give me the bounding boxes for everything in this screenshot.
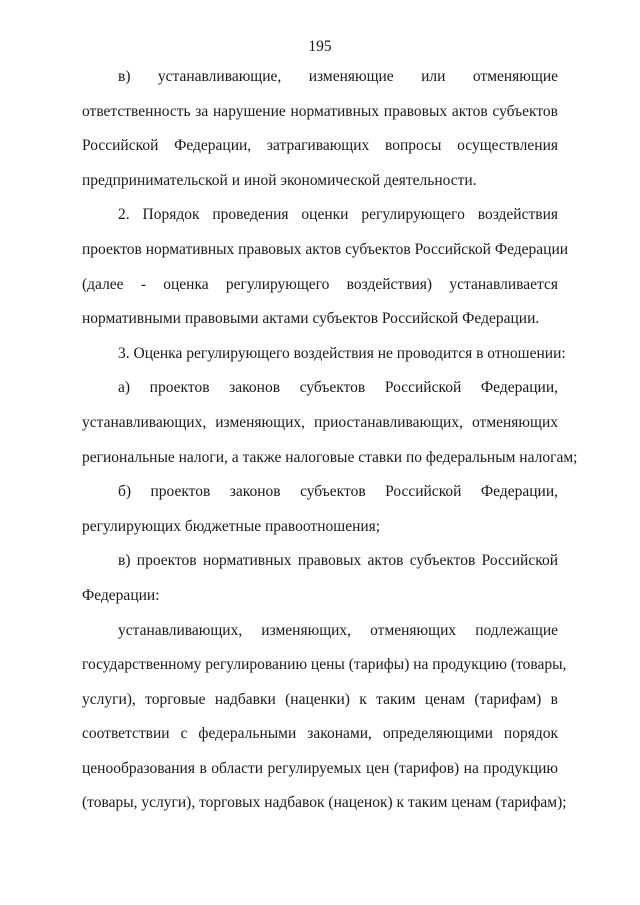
text-line: в) проектов нормативных правовых актов субъектов Российской	[118, 552, 558, 570]
text-line: услуги), торговые надбавки (наценки) к таким ценам (тарифам) в	[82, 690, 558, 708]
text-line: проектов нормативных правовых актов субъектов Российской Федерации	[82, 240, 569, 258]
text-line: ценообразования в области регулируемых цен (тарифов) на продукцию	[82, 759, 558, 777]
text-line: (далее - оценка регулирующего воздействия) устанавливается	[82, 275, 558, 293]
text-line: региональные налоги, а также налоговые ставки по федеральным налогам;	[82, 448, 578, 466]
text-line: (товары, услуги), торговых надбавок (наценок) к таким ценам (тарифам);	[82, 794, 567, 812]
text-line: в) устанавливающие, изменяющие или отменяющие	[118, 68, 558, 85]
text-line: Российской Федерации, затрагивающих вопросы осуществления	[82, 137, 558, 155]
text-line: государственному регулированию цены (тарифы) на продукцию (товары,	[82, 656, 567, 674]
text-line: 3. Оценка регулирующего воздействия не проводится в отношении:	[118, 344, 566, 362]
text-line: устанавливающих, изменяющих, отменяющих подлежащие	[118, 621, 558, 639]
text-line: б) проектов законов субъектов Российской Федерации,	[118, 483, 558, 501]
text-line: предпринимательской и иной экономической деятельности.	[82, 171, 477, 189]
document-body	[82, 60, 578, 821]
page-number: 195	[308, 38, 332, 55]
text-line: Федерации:	[82, 586, 160, 604]
text-line: ответственность за нарушение нормативных правовых актов субъектов	[82, 102, 558, 120]
text-line: а) проектов законов субъектов Российской Федерации,	[118, 379, 558, 397]
text-line: нормативными правовыми актами субъектов Российской Федерации.	[82, 310, 540, 328]
text-line: регулирующих бюджетные правоотношения;	[82, 517, 381, 535]
text-line: соответствии с федеральными законами, определяющими порядок	[82, 725, 558, 743]
text-line: устанавливающих, изменяющих, приостанавливающих, отменяющих	[82, 413, 558, 431]
text-line: 2. Порядок проведения оценки регулирующего воздействия	[118, 206, 558, 224]
